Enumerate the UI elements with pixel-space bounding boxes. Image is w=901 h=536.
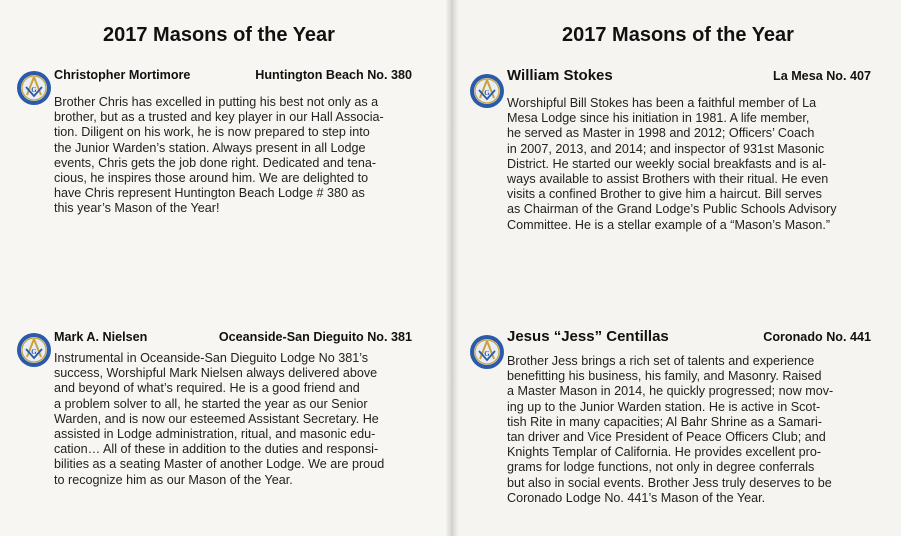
lodge-name: Oceanside-San Dieguito No. 381 (218, 330, 412, 344)
masonic-seal-icon (469, 334, 505, 370)
lodge-name: La Mesa No. 407 (773, 69, 871, 83)
text-line: have Chris represent Huntington Beach Lodge # 380 as (54, 186, 365, 201)
masonic-seal-icon (469, 73, 505, 109)
text-line: benefitting his business, his family, and Masonry. Raised (507, 369, 822, 384)
text-line: Knights Templar of California. He provides excellent pro- (507, 445, 822, 460)
page-title: 2017 Masons of the Year (562, 24, 794, 46)
text-line: Coronado Lodge No. 441’s Mason of the Year. (507, 490, 766, 505)
text-line: assisted in Lodge administration, ritual, and masonic edu- (54, 427, 376, 442)
entry-heading (507, 67, 871, 83)
text-line: ing up to the Junior Warden station. He is active in Scot- (507, 399, 821, 414)
text-line: Worshipful Bill Stokes has been a faithful member of La (507, 96, 817, 110)
text-line: to recognize him as our Mason of the Year. (54, 472, 293, 487)
text-line: in 2007, 2013, and 2014; and inspector of 931st Masonic (507, 141, 825, 156)
svg-text:G: G (31, 86, 37, 94)
text-line: and beyond of what’s required. He is a good friend and (54, 381, 360, 396)
text-line: bilities as a seating Master of another Lodge. We are proud (54, 457, 385, 472)
text-line: a problem solver to all, he started the year as our Senior (54, 396, 368, 411)
text-line: cation… All of these in addition to the duties and responsi- (54, 442, 379, 457)
text-line: Warden, and is now our esteemed Assistant Secretary. He (54, 411, 379, 426)
text-line: the Junior Warden’s station. Always present in all Lodge (54, 140, 366, 155)
text-line: Brother Chris has excelled in putting his best not only as a (54, 95, 379, 109)
text-line: tan driver and Vice President of Peace Officers Club; and (507, 430, 826, 445)
page-title: 2017 Masons of the Year (103, 24, 335, 46)
svg-text:G: G (31, 348, 37, 356)
text-line: he served as Master in 1998 and 2012; Officers’ Coach (507, 126, 815, 141)
text-line: this year’s Mason of the Year! (54, 201, 220, 216)
member-name: Christopher Mortimore (54, 68, 191, 82)
member-name: William Stokes (507, 67, 613, 84)
entry-text (507, 354, 871, 506)
entry-heading (54, 330, 412, 346)
text-line: tish Rite in many capacities; Al Bahr Shrine as a Samari- (507, 414, 822, 429)
entry-text (54, 351, 412, 488)
text-line: Committee. He is a stellar example of a “Mason’s Mason.” (507, 217, 831, 232)
lodge-name: Huntington Beach No. 380 (255, 68, 412, 82)
entry-heading (54, 68, 412, 84)
member-name: Jesus “Jess” Centillas (507, 328, 669, 345)
text-line: brother, but as a trusted and key player in our Hall Associa- (54, 110, 384, 125)
text-line: visits a confined Brother to give him a haircut. Bill serves (507, 187, 822, 202)
text-line: tion. Diligent on his work, he is now prepared to step into (54, 125, 370, 140)
page-gutter (446, 0, 458, 536)
text-line: but also in social events. Brother Jess truly deserves to be (507, 475, 832, 490)
entry-text (54, 95, 412, 217)
member-name: Mark A. Nielsen (54, 330, 148, 344)
entry-text (507, 96, 871, 233)
text-line: as Chairman of the Grand Lodge’s Public Schools Advisory (507, 202, 837, 217)
lodge-name: Coronado No. 441 (763, 330, 871, 344)
text-line: Instrumental in Oceanside-San Dieguito Lodge No 381’s (54, 351, 369, 365)
text-line: success, Worshipful Mark Nielsen always delivered above (54, 366, 378, 381)
text-line: ways available to assist Brothers with their ritual. He even (507, 172, 829, 187)
entry-heading (507, 328, 871, 344)
text-line: cious, he inspires those around him. We are delighted to (54, 171, 369, 186)
right-page (452, 0, 901, 536)
masonic-seal-icon (16, 70, 52, 106)
text-line: a Master Mason in 2014, he quickly progressed; now mov- (507, 384, 834, 399)
svg-text:G: G (484, 89, 490, 97)
text-line: District. He started our weekly social breakfasts and is al- (507, 156, 827, 171)
text-line: grams for lodge functions, not only in degree conferrals (507, 460, 815, 475)
text-line: Brother Jess brings a rich set of talents and experience (507, 354, 815, 368)
text-line: events, Chris gets the job done right. Dedicated and tena- (54, 155, 377, 170)
text-line: Mesa Lodge since his initiation in 1981. A life member, (507, 111, 810, 126)
masonic-seal-icon (16, 332, 52, 368)
svg-text:G: G (484, 350, 490, 358)
